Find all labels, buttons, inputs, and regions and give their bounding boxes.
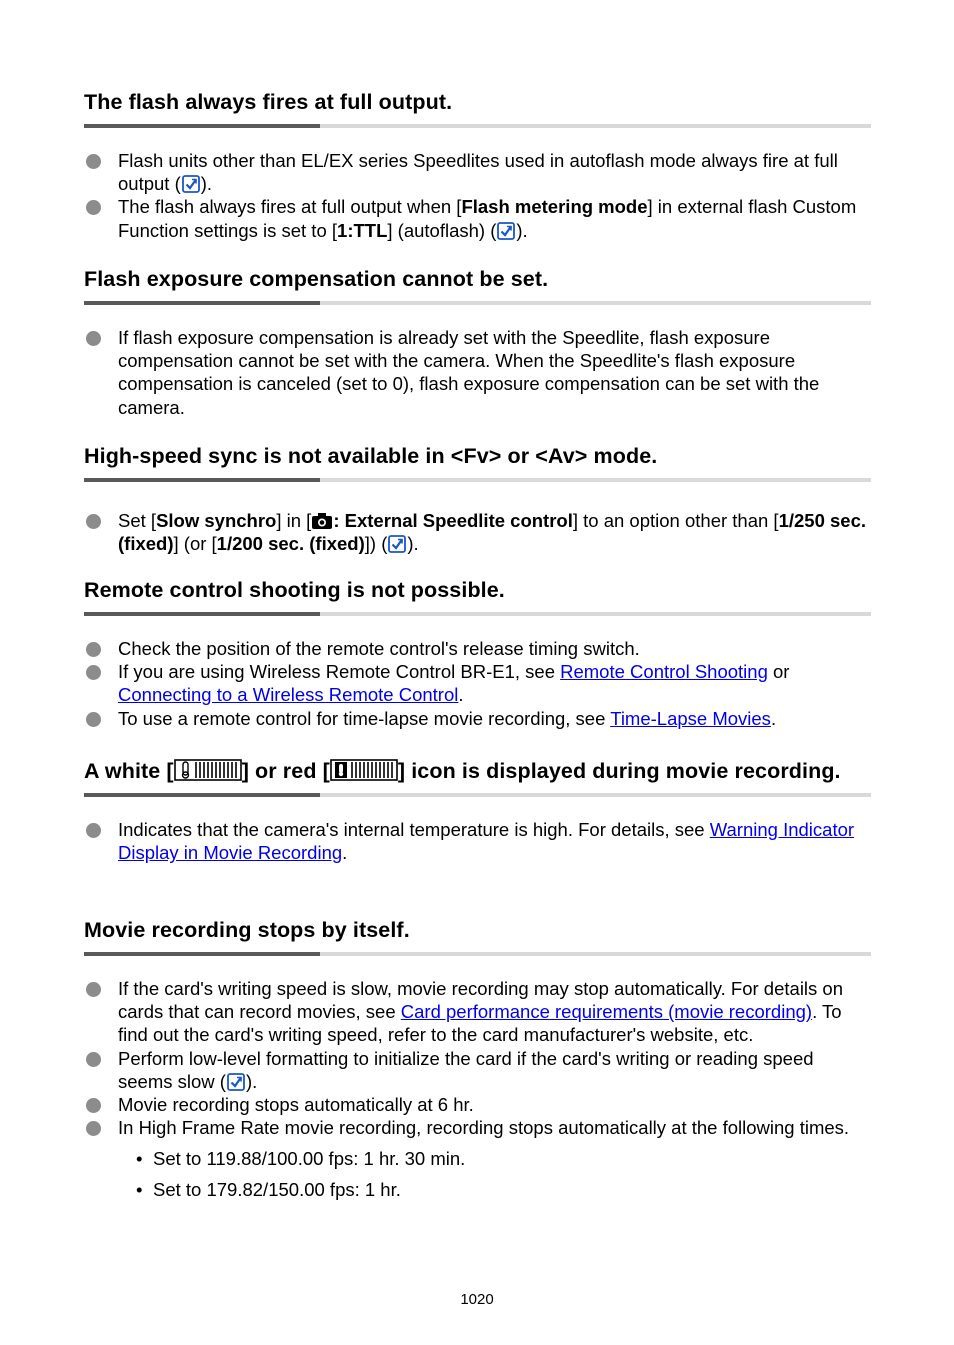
bullet-icon	[86, 1098, 101, 1113]
heading-rule	[84, 301, 871, 305]
list-item: Flash units other than EL/EX series Speedlites used in autoflash mode always fire at full output ( ).	[84, 149, 871, 195]
sub-list-item: • Set to 179.82/150.00 fps: 1 hr.	[136, 1179, 401, 1201]
page-reference-icon[interactable]	[388, 535, 406, 553]
page-number: 1020	[460, 1291, 494, 1308]
section-heading: High-speed sync is not available in <Fv> or <Av> mode.	[84, 444, 658, 468]
bullet-icon	[86, 665, 101, 680]
link-warning-indicator-display[interactable]: Warning Indicator Display in Movie Recording	[118, 819, 855, 864]
page-reference-icon[interactable]	[182, 175, 200, 193]
section-heading: Flash exposure compensation cannot be set.	[84, 267, 549, 291]
sub-list-item: • Set to 119.88/100.00 fps: 1 hr. 30 min.	[136, 1148, 466, 1170]
list-item: To use a remote control for time-lapse movie recording, see Time-Lapse Movies.	[84, 707, 871, 730]
temperature-warning-icon-red	[330, 759, 398, 781]
bullet-icon	[86, 642, 101, 657]
heading-rule	[84, 124, 871, 128]
heading-rule	[84, 612, 871, 616]
section-heading: Remote control shooting is not possible.	[84, 578, 505, 602]
section-heading: The flash always fires at full output.	[84, 90, 453, 114]
list-item: The flash always fires at full output when [Flash metering mode] in external flash Custom Function settings is set to [1:TTL] (autoflash) ( ).	[84, 195, 871, 241]
heading-rule	[84, 478, 871, 482]
section-flash-full-output	[84, 88, 871, 242]
link-time-lapse-movies[interactable]: Time-Lapse Movies	[610, 707, 771, 729]
section-movie-recording-stops	[84, 916, 871, 1205]
list-item: Movie recording stops automatically at 6 hr.	[84, 1093, 871, 1116]
list-item: If the card's writing speed is slow, movie recording may stop automatically. For details on cards that can record movies, see Card performance requirements (movie recording). To find out the card's writing speed, refer to the card manufacturer's website, etc.	[84, 977, 871, 1047]
list-item: Check the position of the remote control's release timing switch.	[84, 637, 871, 660]
list-item: In High Frame Rate movie recording, recording stops automatically at the following times. • Set to 119.88/100.00 fps: 1 hr. 30 min. • Set to 179.82/150.00 fps: 1 hr.	[84, 1116, 871, 1205]
heading-rule	[84, 793, 871, 797]
list-item: If flash exposure compensation is already set with the Speedlite, flash exposure compensation cannot be set with the camera. When the Speedlite's flash exposure compensation is canceled (set to 0), flash exposure compensation can be set with the camera.	[84, 326, 871, 419]
temperature-warning-icon-white	[174, 759, 242, 781]
section-temperature-icon	[84, 757, 871, 864]
bullet-icon	[86, 982, 101, 997]
bullet-icon	[86, 514, 101, 529]
section-remote-control	[84, 576, 871, 730]
bullet-icon	[86, 1121, 101, 1136]
list-item: Perform low-level formatting to initialize the card if the card's writing or reading speed seems slow ( ).	[84, 1047, 871, 1093]
page-reference-icon[interactable]	[227, 1073, 245, 1091]
link-connecting-wireless-remote[interactable]: Connecting to a Wireless Remote Control	[118, 684, 459, 706]
bullet-icon	[86, 823, 101, 838]
link-card-performance-requirements[interactable]: Card performance requirements (movie recording)	[400, 1001, 813, 1023]
section-heading: Movie recording stops by itself.	[84, 918, 410, 942]
bullet-icon	[86, 1052, 101, 1067]
sub-list	[118, 1143, 871, 1205]
bullet-icon	[86, 154, 101, 169]
bullet-icon	[86, 200, 101, 215]
section-heading: A white [ ] or red [ ] icon is displayed during movie recording.	[84, 759, 841, 783]
list-item: If you are using Wireless Remote Control BR-E1, see Remote Control Shooting or Connecting to a Wireless Remote Control.	[84, 660, 871, 706]
camera-icon	[311, 512, 333, 530]
bullet-icon	[86, 712, 101, 727]
bullet-icon	[86, 331, 101, 346]
section-flash-exposure-compensation	[84, 265, 871, 419]
list-item: Indicates that the camera's internal temperature is high. For details, see Warning Indicator Display in Movie Recording.	[84, 818, 871, 864]
list-item: Set [Slow synchro] in [ : External Speedlite control] to an option other than [1/250 sec. (fixed)] (or [1/200 sec. (fixed)]) ( ).	[84, 509, 871, 555]
page-reference-icon[interactable]	[497, 222, 515, 240]
section-high-speed-sync	[84, 442, 871, 555]
heading-rule	[84, 952, 871, 956]
link-remote-control-shooting[interactable]: Remote Control Shooting	[560, 661, 768, 683]
